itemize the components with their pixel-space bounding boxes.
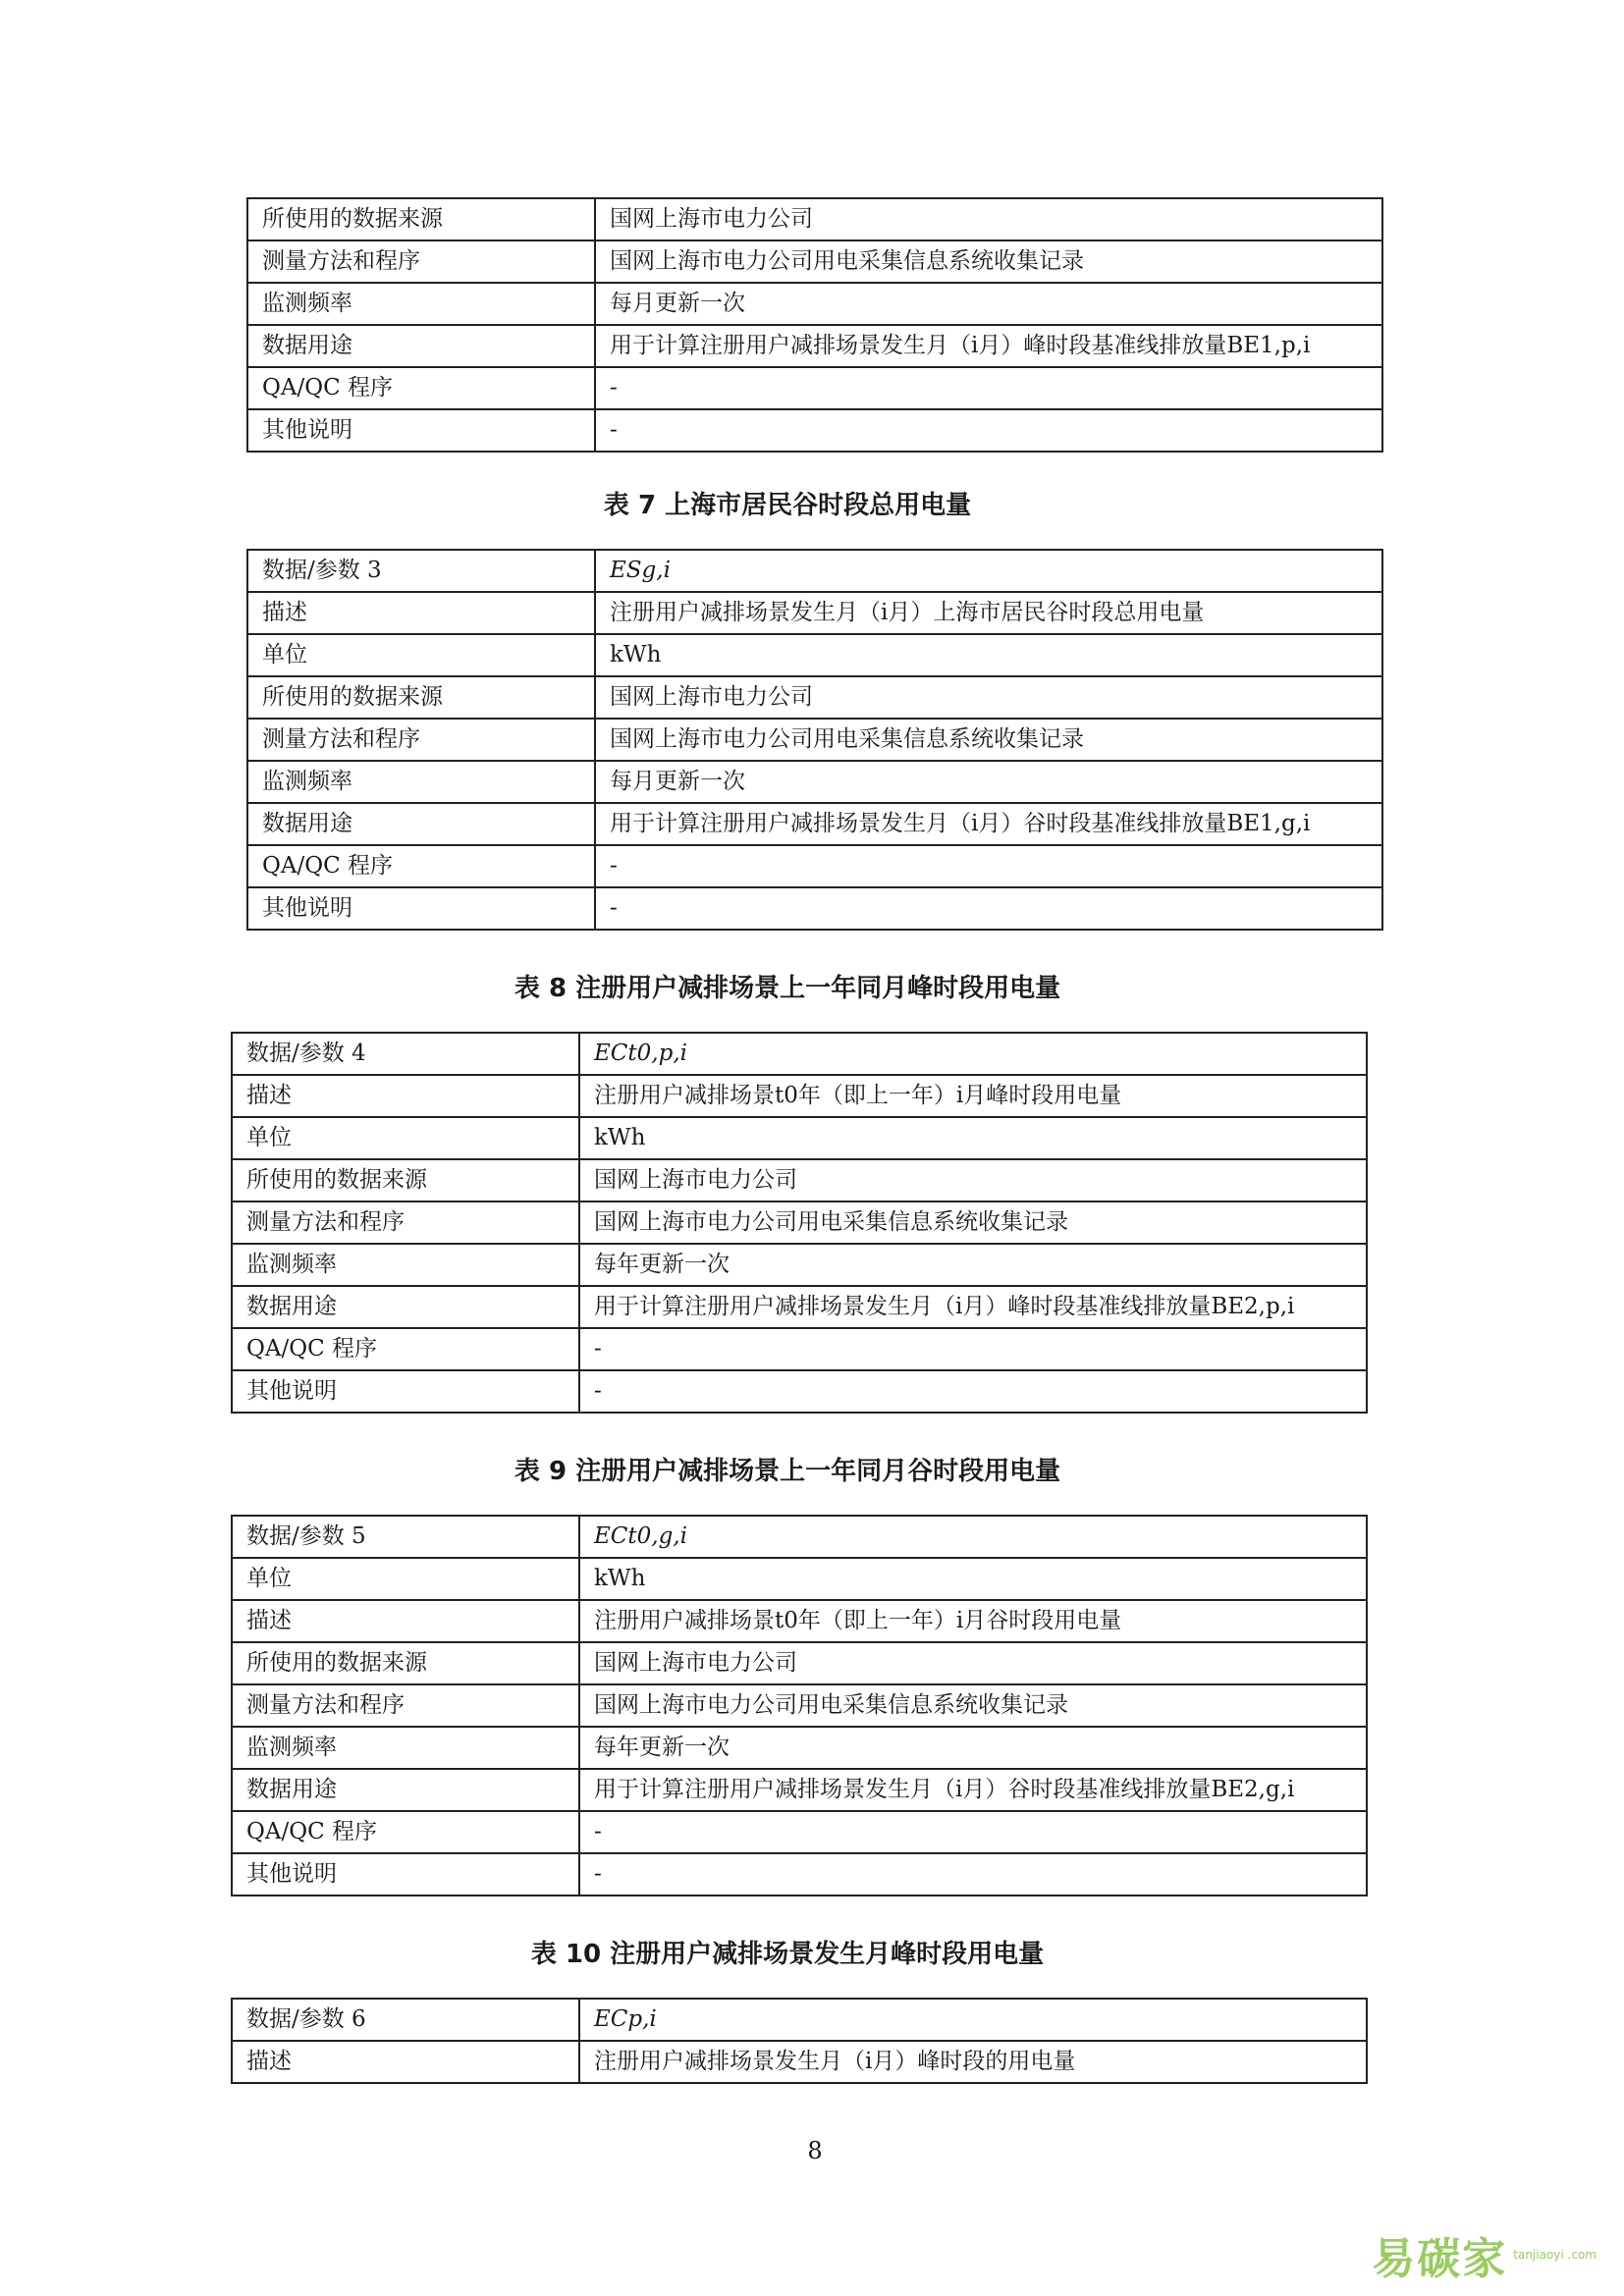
- table-row: [247, 240, 1382, 283]
- table-continued: [246, 197, 1383, 453]
- row-key: 数据用途: [232, 1769, 579, 1811]
- row-key: QA/QC 程序: [232, 1811, 579, 1853]
- row-key: 测量方法和程序: [247, 719, 595, 761]
- row-key: 测量方法和程序: [232, 1684, 579, 1727]
- row-value: 用于计算注册用户减排场景发生月（i月）峰时段基准线排放量BE1,p,i: [595, 325, 1382, 367]
- table-row: [232, 2041, 1367, 2083]
- row-value: 国网上海市电力公司: [579, 1642, 1367, 1684]
- row-key: 描述: [232, 1600, 579, 1642]
- table-row: [232, 1370, 1367, 1413]
- row-value: -: [595, 845, 1382, 887]
- row-key: QA/QC 程序: [232, 1328, 579, 1370]
- row-key: 数据用途: [232, 1286, 579, 1328]
- row-value: 注册用户减排场景t0年（即上一年）i月峰时段用电量: [579, 1075, 1367, 1117]
- row-key: 监测频率: [247, 761, 595, 803]
- row-key: 监测频率: [232, 1727, 579, 1769]
- table-row: [232, 1811, 1367, 1853]
- row-value: 用于计算注册用户减排场景发生月（i月）峰时段基准线排放量BE2,p,i: [579, 1286, 1367, 1328]
- table-row: [232, 1159, 1367, 1201]
- table-row: [247, 409, 1382, 452]
- row-key: 描述: [232, 2041, 579, 2083]
- table-caption: 表 8 注册用户减排场景上一年同月峰时段用电量: [514, 974, 1061, 1003]
- watermark-logo: [1372, 2225, 1597, 2284]
- row-value: -: [595, 367, 1382, 409]
- row-value: ESg,i: [595, 550, 1382, 592]
- row-key: 其他说明: [232, 1370, 579, 1413]
- row-value: ECt0,p,i: [579, 1033, 1367, 1075]
- table-row: [247, 719, 1382, 761]
- row-key: 数据用途: [247, 325, 595, 367]
- table-row: [247, 634, 1382, 676]
- row-key: 所使用的数据来源: [247, 676, 595, 719]
- table-row: [247, 550, 1382, 592]
- table-row: [232, 1286, 1367, 1328]
- table-caption: 表 7 上海市居民谷时段总用电量: [603, 491, 972, 520]
- row-value: 每年更新一次: [579, 1727, 1367, 1769]
- row-value: 国网上海市电力公司: [595, 198, 1382, 240]
- table-row: [247, 845, 1382, 887]
- row-value: kWh: [579, 1117, 1367, 1159]
- row-key: 数据用途: [247, 803, 595, 845]
- row-key: 数据/参数 4: [232, 1033, 579, 1075]
- row-value: 国网上海市电力公司用电采集信息系统收集记录: [579, 1684, 1367, 1727]
- row-value: -: [595, 409, 1382, 452]
- table-row: [232, 1684, 1367, 1727]
- row-key: 数据/参数 3: [247, 550, 595, 592]
- row-value: 国网上海市电力公司用电采集信息系统收集记录: [595, 240, 1382, 283]
- table-10: [231, 1998, 1368, 2084]
- row-value: ECt0,g,i: [579, 1516, 1367, 1558]
- table-caption: 表 9 注册用户减排场景上一年同月谷时段用电量: [514, 1457, 1061, 1486]
- table-7: [246, 549, 1383, 931]
- table-row: [232, 1999, 1367, 2041]
- row-value: 国网上海市电力公司: [579, 1159, 1367, 1201]
- row-value: 国网上海市电力公司用电采集信息系统收集记录: [579, 1201, 1367, 1244]
- row-value: kWh: [595, 634, 1382, 676]
- table-row: [247, 592, 1382, 634]
- row-value: 注册用户减排场景t0年（即上一年）i月谷时段用电量: [579, 1600, 1367, 1642]
- table-row: [232, 1558, 1367, 1600]
- table-row: [232, 1642, 1367, 1684]
- row-key: 单位: [232, 1558, 579, 1600]
- table-row: [247, 367, 1382, 409]
- row-value: 注册用户减排场景发生月（i月）上海市居民谷时段总用电量: [595, 592, 1382, 634]
- row-key: 测量方法和程序: [247, 240, 595, 283]
- table-row: [232, 1853, 1367, 1896]
- table-row: [247, 283, 1382, 325]
- row-key: 所使用的数据来源: [247, 198, 595, 240]
- watermark-text: 易碳家: [1372, 2234, 1508, 2284]
- row-value: -: [579, 1370, 1367, 1413]
- table-row: [232, 1201, 1367, 1244]
- row-value: -: [595, 887, 1382, 930]
- row-value: -: [579, 1328, 1367, 1370]
- table-row: [232, 1769, 1367, 1811]
- table-row: [247, 803, 1382, 845]
- row-value: 每月更新一次: [595, 761, 1382, 803]
- row-value: 注册用户减排场景发生月（i月）峰时段的用电量: [579, 2041, 1367, 2083]
- table-row: [247, 198, 1382, 240]
- row-key: 数据/参数 6: [232, 1999, 579, 2041]
- row-value: 每月更新一次: [595, 283, 1382, 325]
- row-value: -: [579, 1811, 1367, 1853]
- row-key: 所使用的数据来源: [232, 1159, 579, 1201]
- page-number: 8: [807, 2137, 823, 2164]
- row-value: ECp,i: [579, 1999, 1367, 2041]
- row-key: 监测频率: [232, 1244, 579, 1286]
- row-key: 其他说明: [247, 409, 595, 452]
- row-key: 描述: [232, 1075, 579, 1117]
- table-row: [247, 676, 1382, 719]
- table-row: [247, 325, 1382, 367]
- table-row: [232, 1600, 1367, 1642]
- row-key: 测量方法和程序: [232, 1201, 579, 1244]
- row-value: 用于计算注册用户减排场景发生月（i月）谷时段基准线排放量BE1,g,i: [595, 803, 1382, 845]
- table-row: [232, 1727, 1367, 1769]
- table-row: [232, 1075, 1367, 1117]
- row-value: -: [579, 1853, 1367, 1896]
- table-9: [231, 1515, 1368, 1896]
- watermark-sub: tanjiaoyi .com: [1513, 2248, 1597, 2262]
- row-key: 单位: [247, 634, 595, 676]
- row-value: 每年更新一次: [579, 1244, 1367, 1286]
- table-caption: 表 10 注册用户减排场景发生月峰时段用电量: [530, 1940, 1045, 1969]
- row-key: 描述: [247, 592, 595, 634]
- table-row: [232, 1516, 1367, 1558]
- table-row: [232, 1328, 1367, 1370]
- row-key: 单位: [232, 1117, 579, 1159]
- row-key: QA/QC 程序: [247, 845, 595, 887]
- row-key: 数据/参数 5: [232, 1516, 579, 1558]
- table-row: [247, 761, 1382, 803]
- row-value: 用于计算注册用户减排场景发生月（i月）谷时段基准线排放量BE2,g,i: [579, 1769, 1367, 1811]
- row-key: 其他说明: [247, 887, 595, 930]
- row-value: kWh: [579, 1558, 1367, 1600]
- table-row: [232, 1244, 1367, 1286]
- row-value: 国网上海市电力公司用电采集信息系统收集记录: [595, 719, 1382, 761]
- row-value: 国网上海市电力公司: [595, 676, 1382, 719]
- row-key: QA/QC 程序: [247, 367, 595, 409]
- row-key: 所使用的数据来源: [232, 1642, 579, 1684]
- row-key: 监测频率: [247, 283, 595, 325]
- row-key: 其他说明: [232, 1853, 579, 1896]
- table-row: [247, 887, 1382, 930]
- table-row: [232, 1033, 1367, 1075]
- table-row: [232, 1117, 1367, 1159]
- table-8: [231, 1032, 1368, 1414]
